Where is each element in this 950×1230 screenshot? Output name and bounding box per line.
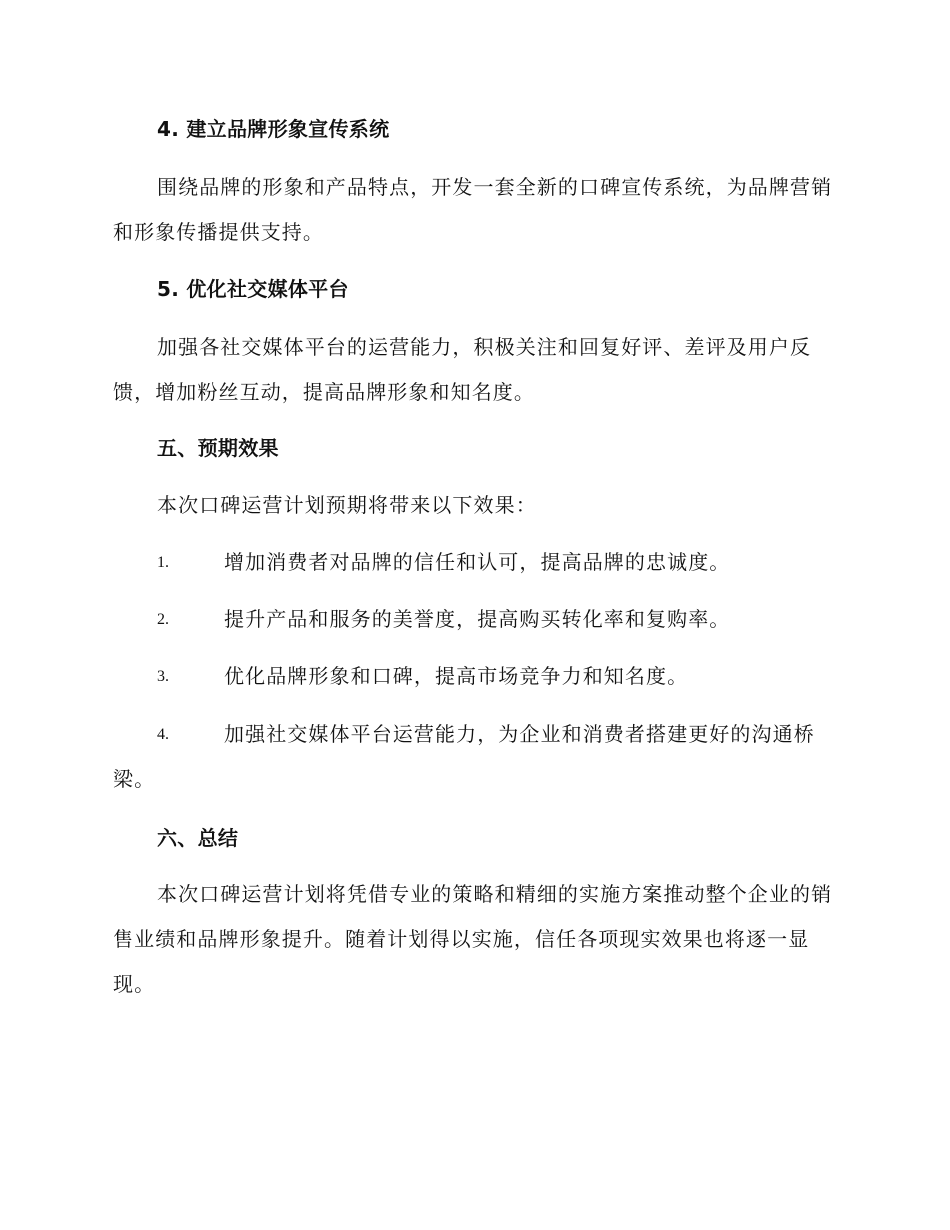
list-item-number: 1. <box>157 554 169 571</box>
list-item-text: 优化品牌形象和口碑，提高市场竞争力和知名度。 <box>224 664 689 688</box>
paragraph-social-media: 加强各社交媒体平台的运营能力，积极关注和回复好评、差评及用户反馈，增加粉丝互动，提高品牌形象和知名度。 <box>113 335 812 404</box>
list-item-number: 2. <box>157 611 169 628</box>
paragraph-summary: 本次口碑运营计划将凭借专业的策略和精细的实施方案推动整个企业的销售业绩和品牌形象提升。随着计划得以实施，信任各项现实效果也将逐一显现。 <box>113 882 833 996</box>
list-item <box>113 654 833 699</box>
section-heading-social-media: 5. 优化社交媒体平台 <box>157 277 349 301</box>
list-item-number: 4. <box>157 726 169 743</box>
list-item <box>113 597 833 642</box>
list-item-text: 加强社交媒体平台运营能力，为企业和消费者搭建更好的沟通桥梁。 <box>113 722 815 791</box>
section-heading-summary: 六、总结 <box>157 826 239 850</box>
paragraph-expected-intro: 本次口碑运营计划预期将带来以下效果： <box>157 493 537 517</box>
list-item-number: 3. <box>157 668 169 685</box>
paragraph-brand-image-system: 围绕品牌的形象和产品特点，开发一套全新的口碑宣传系统，为品牌营销和形象传播提供支持。 <box>113 175 833 244</box>
section-heading-expected-effects: 五、预期效果 <box>157 436 279 460</box>
section-heading-brand-image-system: 4. 建立品牌形象宣传系统 <box>157 117 390 141</box>
list-item <box>113 540 833 585</box>
list-item <box>113 712 833 802</box>
list-item-text: 提升产品和服务的美誉度，提高购买转化率和复购率。 <box>224 607 731 631</box>
list-item-text: 增加消费者对品牌的信任和认可，提高品牌的忠诚度。 <box>224 550 731 574</box>
